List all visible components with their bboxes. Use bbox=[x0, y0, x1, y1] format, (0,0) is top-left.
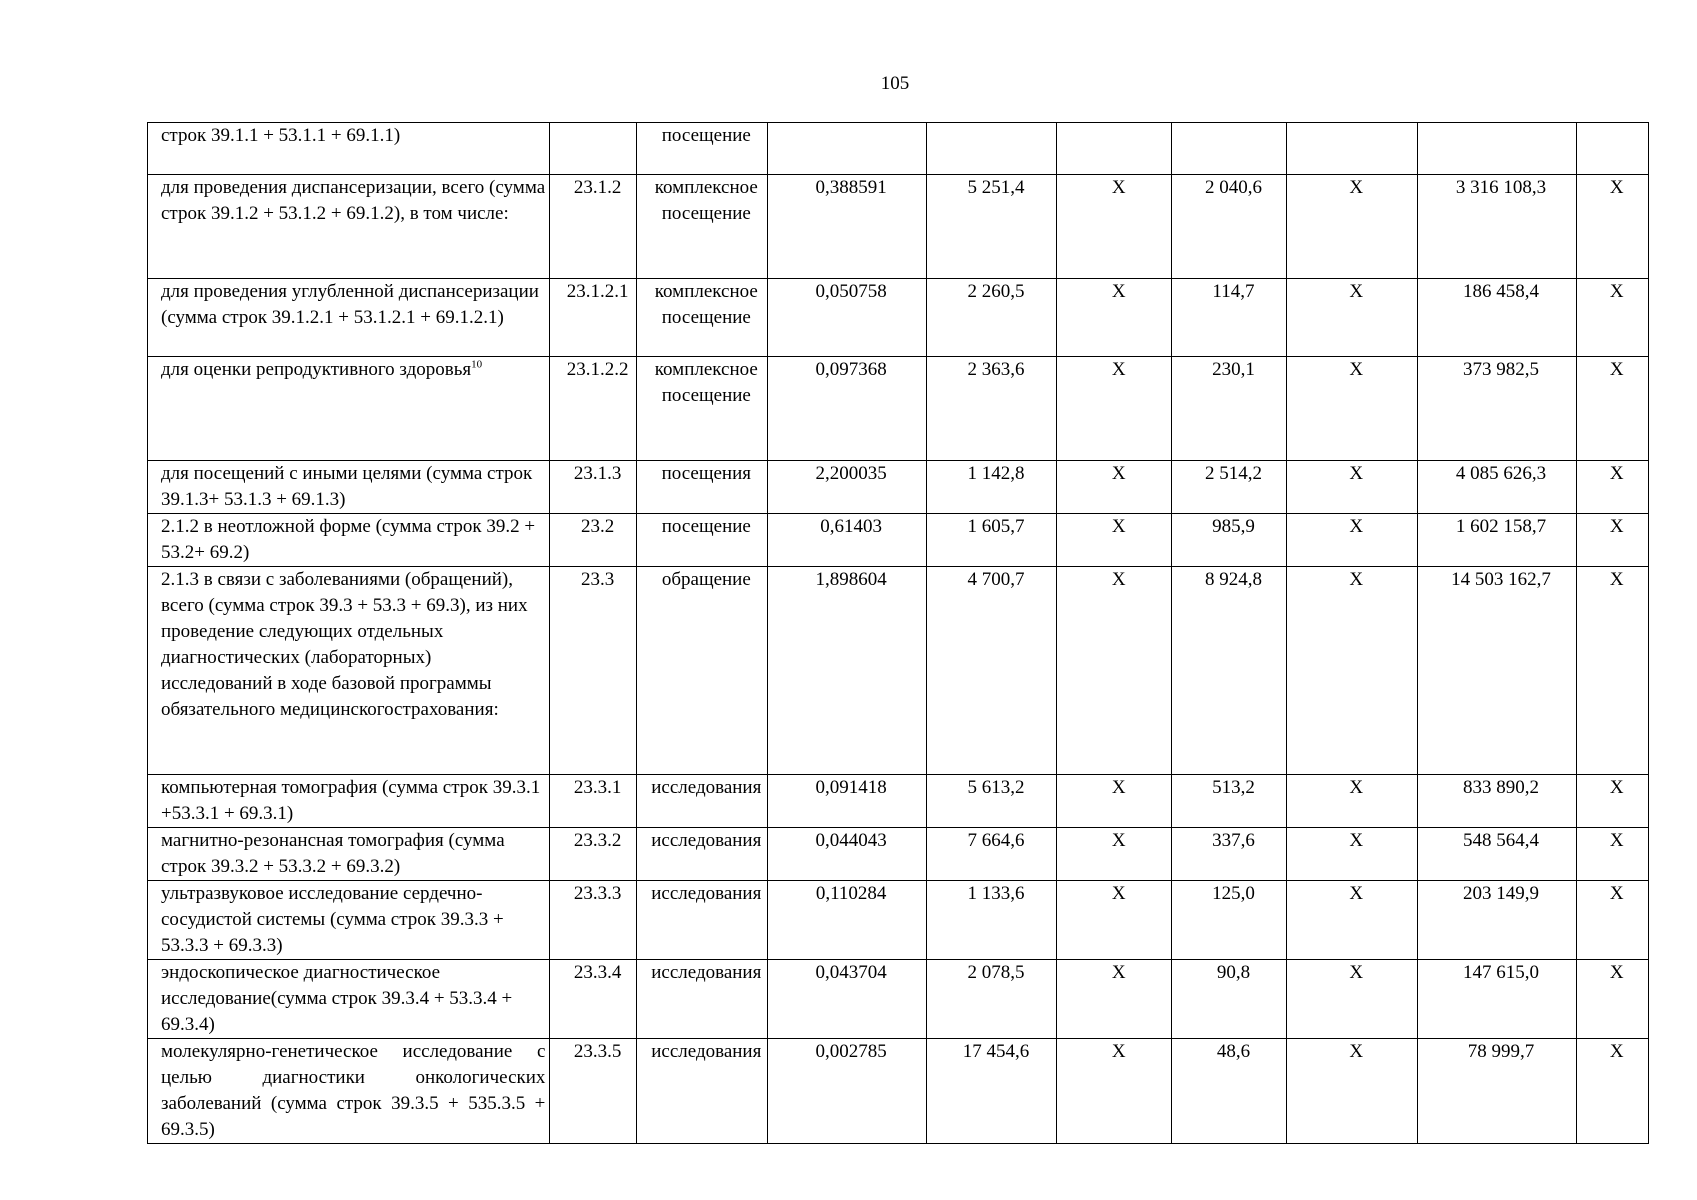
row-share: Х bbox=[1576, 775, 1648, 828]
row-oms-total: 548 564,4 bbox=[1417, 828, 1576, 881]
row-budget-per-capita: Х bbox=[1057, 357, 1172, 461]
row-name: для проведения диспансеризации, всего (сумма строк 39.1.2 + 53.1.2 + 69.1.2), в том числе: bbox=[148, 175, 550, 279]
table-row bbox=[148, 123, 1649, 175]
row-oms-total bbox=[1417, 123, 1576, 175]
row-oms-total: 833 890,2 bbox=[1417, 775, 1576, 828]
row-standard: 0,050758 bbox=[767, 279, 926, 357]
row-share: Х bbox=[1576, 357, 1648, 461]
row-code: 23.1.3 bbox=[550, 461, 637, 514]
row-name: строк 39.1.1 + 53.1.1 + 69.1.1) bbox=[148, 123, 550, 175]
row-unit: исследования bbox=[636, 1039, 767, 1144]
row-budget-per-capita: Х bbox=[1057, 514, 1172, 567]
row-budget-total: Х bbox=[1286, 960, 1417, 1039]
row-oms-total: 4 085 626,3 bbox=[1417, 461, 1576, 514]
row-share: Х bbox=[1576, 279, 1648, 357]
row-budget-total: Х bbox=[1286, 881, 1417, 960]
row-cost-per-unit bbox=[926, 123, 1057, 175]
row-oms-per-capita: 90,8 bbox=[1172, 960, 1287, 1039]
row-standard: 0,61403 bbox=[767, 514, 926, 567]
row-share: Х bbox=[1576, 461, 1648, 514]
row-cost-per-unit: 5 251,4 bbox=[926, 175, 1057, 279]
row-name: для посещений с иными целями (сумма строк 39.1.3+ 53.1.3 + 69.1.3) bbox=[148, 461, 550, 514]
row-code: 23.1.2.1 bbox=[550, 279, 637, 357]
row-cost-per-unit: 5 613,2 bbox=[926, 775, 1057, 828]
row-oms-per-capita: 2 514,2 bbox=[1172, 461, 1287, 514]
row-oms-per-capita: 125,0 bbox=[1172, 881, 1287, 960]
table-row bbox=[148, 960, 1649, 1039]
row-oms-per-capita: 114,7 bbox=[1172, 279, 1287, 357]
row-code: 23.3 bbox=[550, 567, 637, 775]
table-row bbox=[148, 279, 1649, 357]
row-code: 23.3.3 bbox=[550, 881, 637, 960]
row-cost-per-unit: 17 454,6 bbox=[926, 1039, 1057, 1144]
row-budget-per-capita: Х bbox=[1057, 461, 1172, 514]
row-share: Х bbox=[1576, 1039, 1648, 1144]
table-row bbox=[148, 514, 1649, 567]
row-share: Х bbox=[1576, 567, 1648, 775]
row-budget-total: Х bbox=[1286, 775, 1417, 828]
row-share: Х bbox=[1576, 175, 1648, 279]
row-unit: комплексное посещение bbox=[636, 175, 767, 279]
row-oms-total: 373 982,5 bbox=[1417, 357, 1576, 461]
row-code: 23.1.2 bbox=[550, 175, 637, 279]
table-row bbox=[148, 461, 1649, 514]
row-name: эндоскопическое диагностическое исследование(сумма строк 39.3.4 + 53.3.4 + 69.3.4) bbox=[148, 960, 550, 1039]
row-name: компьютерная томография (сумма строк 39.3.1 +53.3.1 + 69.3.1) bbox=[148, 775, 550, 828]
table-row bbox=[148, 775, 1649, 828]
row-unit: посещения bbox=[636, 461, 767, 514]
row-name: 2.1.3 в связи с заболеваниями (обращений), всего (сумма строк 39.3 + 53.3 + 69.3), из них проведение следующих отдельных диагностических (лабораторных) исследований в ходе базовой программы обязательного медицинскогострахования: bbox=[148, 567, 550, 775]
table-row bbox=[148, 828, 1649, 881]
row-unit: исследования bbox=[636, 775, 767, 828]
row-oms-total: 3 316 108,3 bbox=[1417, 175, 1576, 279]
row-standard bbox=[767, 123, 926, 175]
table-row bbox=[148, 175, 1649, 279]
row-code: 23.3.5 bbox=[550, 1039, 637, 1144]
row-oms-per-capita: 8 924,8 bbox=[1172, 567, 1287, 775]
row-cost-per-unit: 2 260,5 bbox=[926, 279, 1057, 357]
row-code: 23.2 bbox=[550, 514, 637, 567]
table-row bbox=[148, 1039, 1649, 1144]
row-oms-per-capita: 48,6 bbox=[1172, 1039, 1287, 1144]
row-unit: исследования bbox=[636, 828, 767, 881]
row-budget-total: Х bbox=[1286, 1039, 1417, 1144]
row-cost-per-unit: 1 133,6 bbox=[926, 881, 1057, 960]
row-cost-per-unit: 1 605,7 bbox=[926, 514, 1057, 567]
row-unit: исследования bbox=[636, 960, 767, 1039]
row-cost-per-unit: 2 363,6 bbox=[926, 357, 1057, 461]
row-budget-total: Х bbox=[1286, 175, 1417, 279]
row-standard: 1,898604 bbox=[767, 567, 926, 775]
row-oms-per-capita: 337,6 bbox=[1172, 828, 1287, 881]
row-oms-per-capita: 985,9 bbox=[1172, 514, 1287, 567]
row-oms-total: 1 602 158,7 bbox=[1417, 514, 1576, 567]
row-budget-per-capita: Х bbox=[1057, 1039, 1172, 1144]
row-budget-per-capita: Х bbox=[1057, 279, 1172, 357]
row-oms-total: 78 999,7 bbox=[1417, 1039, 1576, 1144]
row-budget-total bbox=[1286, 123, 1417, 175]
row-budget-per-capita: Х bbox=[1057, 960, 1172, 1039]
row-budget-total: Х bbox=[1286, 461, 1417, 514]
row-oms-total: 186 458,4 bbox=[1417, 279, 1576, 357]
row-oms-per-capita: 513,2 bbox=[1172, 775, 1287, 828]
row-standard: 0,044043 bbox=[767, 828, 926, 881]
row-budget-per-capita: Х bbox=[1057, 567, 1172, 775]
row-cost-per-unit: 1 142,8 bbox=[926, 461, 1057, 514]
row-name: ультразвуковое исследование сердечно-сосудистой системы (сумма строк 39.3.3 + 53.3.3 + 69.3.3) bbox=[148, 881, 550, 960]
row-code: 23.3.4 bbox=[550, 960, 637, 1039]
row-unit: комплексное посещение bbox=[636, 357, 767, 461]
row-name: магнитно-резонансная томография (сумма строк 39.3.2 + 53.3.2 + 69.3.2) bbox=[148, 828, 550, 881]
row-unit: обращение bbox=[636, 567, 767, 775]
row-name: 2.1.2 в неотложной форме (сумма строк 39.2 + 53.2+ 69.2) bbox=[148, 514, 550, 567]
row-unit: исследования bbox=[636, 881, 767, 960]
row-budget-total: Х bbox=[1286, 357, 1417, 461]
row-code: 23.1.2.2 bbox=[550, 357, 637, 461]
row-budget-per-capita: Х bbox=[1057, 175, 1172, 279]
row-budget-per-capita: Х bbox=[1057, 881, 1172, 960]
row-oms-total: 14 503 162,7 bbox=[1417, 567, 1576, 775]
table-row bbox=[148, 357, 1649, 461]
row-name-text: для оценки репродуктивного здоровья bbox=[161, 359, 472, 380]
row-name bbox=[148, 357, 550, 461]
row-standard: 0,043704 bbox=[767, 960, 926, 1039]
row-standard: 0,097368 bbox=[767, 357, 926, 461]
row-budget-total: Х bbox=[1286, 828, 1417, 881]
row-unit: посещение bbox=[636, 514, 767, 567]
row-oms-per-capita: 2 040,6 bbox=[1172, 175, 1287, 279]
row-share: Х bbox=[1576, 514, 1648, 567]
row-standard: 2,200035 bbox=[767, 461, 926, 514]
row-name: для проведения углубленной диспансеризации (сумма строк 39.1.2.1 + 53.1.2.1 + 69.1.2.1) bbox=[148, 279, 550, 357]
row-standard: 0,388591 bbox=[767, 175, 926, 279]
row-share bbox=[1576, 123, 1648, 175]
table-row bbox=[148, 881, 1649, 960]
table-row bbox=[148, 567, 1649, 775]
row-cost-per-unit: 7 664,6 bbox=[926, 828, 1057, 881]
row-code: 23.3.1 bbox=[550, 775, 637, 828]
row-share: Х bbox=[1576, 828, 1648, 881]
row-share: Х bbox=[1576, 960, 1648, 1039]
row-name: молекулярно-генетическое исследование с целью диагностики онкологических заболеваний (сумма строк 39.3.5 + 535.3.5 + 69.3.5) bbox=[148, 1039, 550, 1144]
row-cost-per-unit: 2 078,5 bbox=[926, 960, 1057, 1039]
footnote-marker: 10 bbox=[471, 358, 483, 371]
row-cost-per-unit: 4 700,7 bbox=[926, 567, 1057, 775]
row-standard: 0,002785 bbox=[767, 1039, 926, 1144]
row-budget-total: Х bbox=[1286, 279, 1417, 357]
row-standard: 0,110284 bbox=[767, 881, 926, 960]
row-oms-total: 203 149,9 bbox=[1417, 881, 1576, 960]
row-budget-per-capita: Х bbox=[1057, 828, 1172, 881]
row-budget-per-capita: Х bbox=[1057, 775, 1172, 828]
row-oms-total: 147 615,0 bbox=[1417, 960, 1576, 1039]
row-code: 23.3.2 bbox=[550, 828, 637, 881]
row-budget-total: Х bbox=[1286, 567, 1417, 775]
row-share: Х bbox=[1576, 881, 1648, 960]
financing-table bbox=[147, 122, 1649, 1144]
page-number: 105 bbox=[880, 73, 910, 94]
row-oms-per-capita bbox=[1172, 123, 1287, 175]
row-budget-per-capita bbox=[1057, 123, 1172, 175]
row-budget-total: Х bbox=[1286, 514, 1417, 567]
row-code bbox=[550, 123, 637, 175]
row-unit: посещение bbox=[636, 123, 767, 175]
row-oms-per-capita: 230,1 bbox=[1172, 357, 1287, 461]
row-standard: 0,091418 bbox=[767, 775, 926, 828]
row-unit: комплексное посещение bbox=[636, 279, 767, 357]
